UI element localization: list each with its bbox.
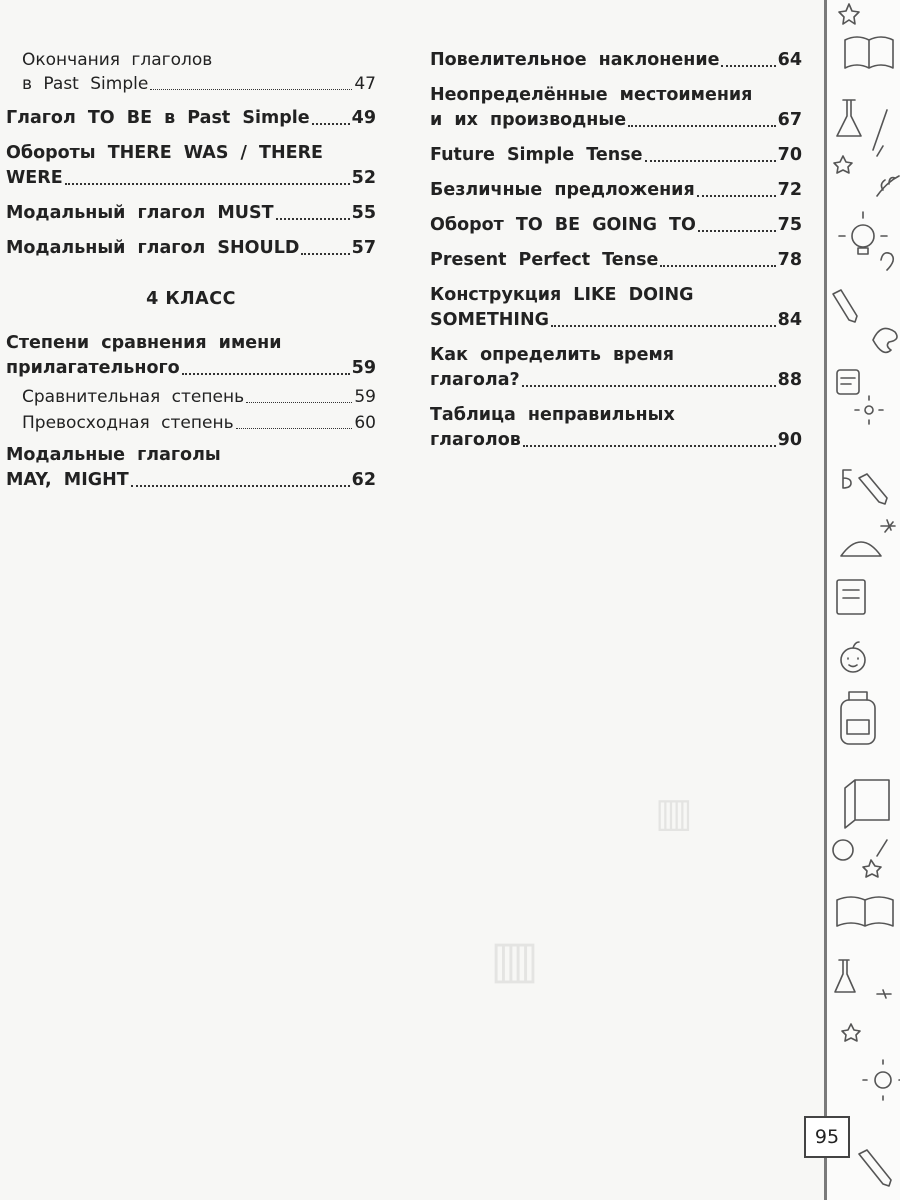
letter-icon xyxy=(843,470,851,488)
toc-entry[interactable] xyxy=(430,48,802,73)
toc-subentry-line1: Окончания глаголов xyxy=(22,50,213,70)
leader-dots xyxy=(276,217,350,220)
leader-dots xyxy=(131,484,350,487)
toc-entry-title: WERE xyxy=(6,168,63,188)
toc-entry[interactable] xyxy=(430,283,802,333)
sparkle-icon xyxy=(881,520,895,532)
leader-dots xyxy=(522,384,776,387)
toc-page-number: 59 xyxy=(354,387,376,407)
leader-dots xyxy=(645,159,776,162)
leader-dots xyxy=(182,372,350,375)
flower-icon xyxy=(865,406,873,414)
toc-entry-title: Безличные предложения xyxy=(430,180,695,200)
toc-entry[interactable] xyxy=(6,106,376,131)
toc-entry-title: Повелительное наклонение xyxy=(430,50,720,70)
leader-dots xyxy=(698,229,776,232)
flask-icon xyxy=(837,100,861,136)
book-icon xyxy=(845,780,889,828)
star-icon xyxy=(834,156,852,173)
toc-page-number: 55 xyxy=(351,203,376,223)
toc-subentry-title: Превосходная степень xyxy=(22,413,234,433)
toc-page-number: 72 xyxy=(777,180,802,200)
toc-entry[interactable] xyxy=(6,331,376,381)
toc-entry-title-line1: Конструкция LIKE DOING xyxy=(430,285,694,305)
toc-entry-title: MAY, MIGHT xyxy=(6,470,129,490)
lightbulb-icon xyxy=(852,225,874,247)
toc-page-number: 88 xyxy=(777,370,802,390)
toc-entry[interactable] xyxy=(430,178,802,203)
toc-entry-title: Present Perfect Tense xyxy=(430,250,659,270)
toc-page-number: 49 xyxy=(351,108,376,128)
toc-entry[interactable] xyxy=(430,403,802,453)
protractor-icon xyxy=(841,542,881,556)
toc-entry[interactable] xyxy=(6,201,376,226)
leader-dots xyxy=(721,64,775,67)
toc-subentry xyxy=(6,48,376,96)
book-icon xyxy=(837,897,893,926)
leader-dots xyxy=(246,401,352,403)
toc-entry[interactable] xyxy=(430,213,802,238)
brush-icon xyxy=(873,110,887,156)
leader-dots xyxy=(150,88,352,90)
toc-entry[interactable] xyxy=(430,343,802,393)
doodle-margin-strip xyxy=(824,0,900,1200)
note-icon xyxy=(837,370,859,394)
toc-entry-title: SOMETHING xyxy=(430,310,549,330)
section-heading: 4 КЛАСС xyxy=(146,289,236,309)
flask-icon xyxy=(835,960,855,992)
page-number: 95 xyxy=(804,1116,850,1158)
toc-page-number: 64 xyxy=(777,50,802,70)
leader-dots xyxy=(236,427,353,429)
toc-page-number: 90 xyxy=(777,430,802,450)
toc-page-number: 57 xyxy=(351,238,376,258)
toc-entry[interactable] xyxy=(6,141,376,191)
swirl-icon xyxy=(881,253,893,270)
backpack-icon xyxy=(841,700,875,744)
toc-page-number: 70 xyxy=(777,145,802,165)
toc-entry-title: Модальный глагол SHOULD xyxy=(6,238,300,258)
leader-dots xyxy=(65,182,350,185)
comet-icon xyxy=(863,840,887,877)
sun-icon xyxy=(875,1072,891,1088)
toc-right-column xyxy=(430,48,802,463)
toc-page-number: 78 xyxy=(777,250,802,270)
pencil-icon xyxy=(833,290,857,322)
star-icon xyxy=(842,1024,860,1041)
toc-page-number: 47 xyxy=(354,74,376,94)
book-icon xyxy=(845,37,893,68)
toc-subentry[interactable] xyxy=(6,411,376,435)
toc-entry-title: глагола? xyxy=(430,370,520,390)
leader-dots xyxy=(523,444,776,447)
toc-entry[interactable] xyxy=(6,443,376,493)
toc-page-number: 59 xyxy=(351,358,376,378)
show-through-mark: ▥ xyxy=(655,790,693,836)
toc-entry-title: глаголов xyxy=(430,430,521,450)
toc-entry[interactable] xyxy=(430,143,802,168)
toc-entry-title: Глагол TO BE в Past Simple xyxy=(6,108,310,128)
toc-page-number: 84 xyxy=(777,310,802,330)
branch-icon xyxy=(877,176,899,196)
toc-entry[interactable] xyxy=(430,248,802,273)
show-through-mark: ▥ xyxy=(490,930,540,990)
toc-entry-title-line1: Как определить время xyxy=(430,345,674,365)
leader-dots xyxy=(312,122,350,125)
leader-dots xyxy=(301,252,349,255)
sparkle-icon xyxy=(877,990,891,998)
pencil-icon xyxy=(859,474,887,504)
leader-dots xyxy=(628,124,776,127)
toc-entry-title: Future Simple Tense xyxy=(430,145,643,165)
toc-entry-title: прилагательного xyxy=(6,358,180,378)
school-doodles-illustration xyxy=(827,0,900,1200)
toc-entry-title-line1: Модальные глаголы xyxy=(6,445,221,465)
toc-page-number: 75 xyxy=(777,215,802,235)
leader-dots xyxy=(660,264,775,267)
toc-entry-title: и их производные xyxy=(430,110,627,130)
toc-entry[interactable] xyxy=(430,83,802,133)
toc-entry[interactable] xyxy=(6,236,376,261)
notebook-icon xyxy=(837,580,865,614)
palette-icon xyxy=(873,328,897,352)
toc-subentry-title: Сравнительная степень xyxy=(22,387,245,407)
toc-page-number: 52 xyxy=(351,168,376,188)
apple-face-icon xyxy=(841,648,865,672)
toc-page-number: 62 xyxy=(351,470,376,490)
toc-entry-title-line1: Таблица неправильных xyxy=(430,405,675,425)
star-icon xyxy=(839,4,859,24)
toc-entry-title-line1: Обороты THERE WAS / THERE xyxy=(6,143,323,163)
toc-subentry-title: в Past Simple xyxy=(22,74,149,94)
toc-entry-title-line1: Неопределённые местоимения xyxy=(430,85,753,105)
toc-subentry[interactable] xyxy=(6,385,376,409)
smiley-icon xyxy=(833,840,853,860)
toc-entry-title: Оборот TO BE GOING TO xyxy=(430,215,696,235)
leader-dots xyxy=(551,324,776,327)
toc-page-number: 60 xyxy=(354,413,376,433)
leader-dots xyxy=(697,194,776,197)
pencil-icon xyxy=(859,1150,891,1186)
toc-page-number: 67 xyxy=(777,110,802,130)
toc-entry-title: Модальный глагол MUST xyxy=(6,203,274,223)
toc-left-column xyxy=(6,48,376,503)
toc-entry-title-line1: Степени сравнения имени xyxy=(6,333,282,353)
